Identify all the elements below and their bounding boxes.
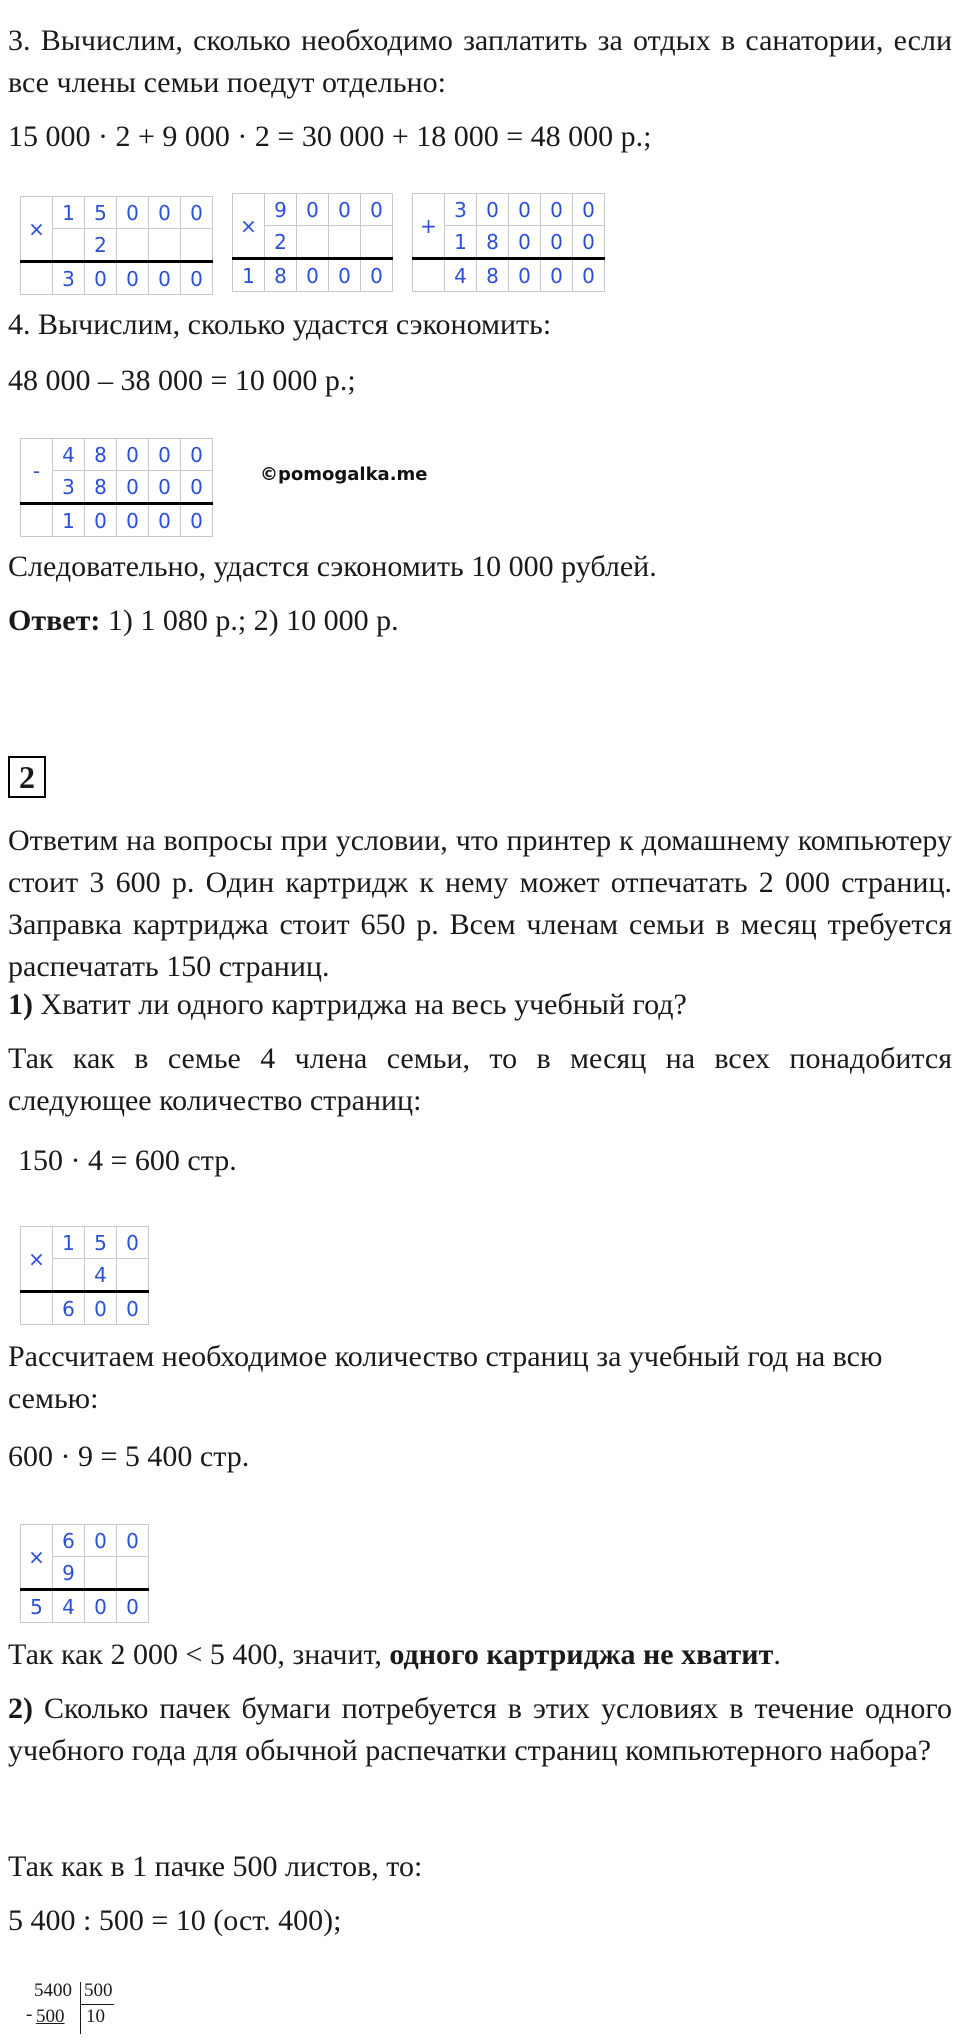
calc-digit: 0	[541, 194, 573, 226]
answer-text: 1) 1 080 р.; 2) 10 000 р.	[100, 604, 399, 637]
calc-result-row	[233, 259, 393, 292]
calc-result-row	[21, 1590, 149, 1623]
q2-reason: Так как в 1 пачке 500 листов, то:	[8, 1850, 423, 1883]
calc-digit: 0	[181, 471, 213, 504]
calc-operator: ×	[21, 197, 53, 262]
calc-digit: 0	[297, 194, 329, 226]
calc-digit: 0	[117, 1227, 149, 1259]
calc-operator: -	[21, 439, 53, 504]
q2-text: Сколько пачек бумаги потребуется в этих условиях в течение одного учебного года для обычной распечатки страниц компьютерного набора?	[8, 1692, 952, 1767]
calc-digit: 1	[445, 226, 477, 259]
calc-digit	[53, 1259, 85, 1292]
calc-digit: 9	[265, 194, 297, 226]
calc-digit	[117, 1259, 149, 1292]
calc-row	[413, 194, 605, 226]
calc-digit	[297, 226, 329, 259]
calc-digit: 4	[445, 259, 477, 292]
calc-digit	[117, 229, 149, 262]
calc-digit: 0	[509, 259, 541, 292]
calc-digit: 4	[53, 1590, 85, 1623]
ld-quotient: 10	[86, 2006, 105, 2027]
section3-text: 3. Вычислим, сколько необходимо заплатить за отдых в санатории, если все члены семьи поедут отдельно:	[8, 24, 952, 99]
task-number-box: 2	[8, 756, 46, 798]
calc-row	[21, 439, 213, 471]
calc-digit	[85, 1557, 117, 1590]
calc-digit: 4	[85, 1259, 117, 1292]
calc-digit: 0	[117, 262, 149, 295]
calc-digit: 0	[573, 194, 605, 226]
q1-year-text: Рассчитаем необходимое количество страниц за учебный год на всю семью:	[8, 1340, 883, 1415]
calc-15000x2	[20, 196, 213, 295]
ld-minus: -	[26, 2004, 33, 2025]
calc-digit: 0	[117, 1525, 149, 1557]
calc-digit: 0	[361, 194, 393, 226]
calc-digit: 0	[181, 197, 213, 229]
calc-digit: 0	[85, 1590, 117, 1623]
calc-digit	[181, 229, 213, 262]
calc-digit: 8	[85, 439, 117, 471]
calc-digit	[117, 1557, 149, 1590]
calc-600x9	[20, 1524, 149, 1623]
calc-digit: 0	[477, 194, 509, 226]
calc-operator: ×	[21, 1525, 53, 1590]
calc-operator: ×	[21, 1227, 53, 1292]
ld-dividend: 5400	[34, 1980, 72, 2001]
calc-digit: 3	[53, 262, 85, 295]
calc-digit: 0	[573, 226, 605, 259]
calc-digit	[21, 504, 53, 537]
calc-digit: 0	[297, 259, 329, 292]
ld-divisor-line	[80, 2004, 114, 2005]
calc-30000plus18000	[412, 193, 605, 292]
calc-digit: 0	[85, 1292, 117, 1325]
calc-digit: 9	[53, 1557, 85, 1590]
answer-line	[8, 600, 399, 642]
calc-digit: 4	[53, 439, 85, 471]
calc-digit: 0	[149, 262, 181, 295]
q1-expression-2: 600 · 9 = 5 400 стр.	[8, 1440, 250, 1473]
calc-digit: 2	[85, 229, 117, 262]
calc-row	[21, 197, 213, 229]
calc-digit: 1	[233, 259, 265, 292]
q1-conclusion-bold: одного картриджа не хватит	[389, 1638, 774, 1671]
calc-digit: 0	[85, 504, 117, 537]
calc-digit: 0	[329, 194, 361, 226]
calc-result-row	[413, 259, 605, 292]
ld-divisor: 500	[84, 1980, 113, 2001]
calc-row	[233, 194, 393, 226]
calc-digit: 0	[85, 1525, 117, 1557]
calc-digit	[149, 229, 181, 262]
q1-conclusion-pre: Так как 2 000 < 5 400, значит,	[8, 1638, 390, 1671]
q2-label: 2)	[8, 1692, 33, 1725]
section3-expression: 15 000 · 2 + 9 000 · 2 = 30 000 + 18 000 = 48 000 р.;	[8, 120, 652, 153]
calc-result-row	[21, 504, 213, 537]
calc-digit: 3	[53, 471, 85, 504]
calc-digit: 1	[53, 1227, 85, 1259]
calc-digit	[21, 262, 53, 295]
q1-label: 1)	[8, 988, 33, 1021]
calc-digit: 0	[181, 262, 213, 295]
answer-label: Ответ:	[8, 604, 101, 637]
q1-text: Хватит ли одного картриджа на весь учебный год?	[33, 988, 687, 1021]
calc-digit: 6	[53, 1525, 85, 1557]
calc-9000x2	[232, 193, 393, 292]
calc-digit: 0	[117, 504, 149, 537]
calc-digit: 5	[85, 1227, 117, 1259]
q1-line	[8, 984, 687, 1026]
calc-digit: 0	[85, 262, 117, 295]
calc-digit: 0	[149, 471, 181, 504]
calc-digit: 0	[509, 194, 541, 226]
q2-expression: 5 400 : 500 = 10 (ост. 400);	[8, 1904, 342, 1937]
watermark: ©pomogalka.me	[260, 464, 428, 485]
calc-digit	[53, 229, 85, 262]
ld-subtrahend: 500	[36, 2006, 65, 2027]
calc-digit: 0	[117, 1292, 149, 1325]
calc-result-row	[21, 262, 213, 295]
calc-row	[21, 1525, 149, 1557]
section4-conclusion: Следовательно, удастся сэкономить 10 000 рублей.	[8, 550, 657, 583]
calc-digit: 6	[53, 1292, 85, 1325]
q1-conclusion	[8, 1634, 781, 1676]
calc-digit: 0	[541, 226, 573, 259]
calc-digit: 3	[445, 194, 477, 226]
calc-digit: 8	[85, 471, 117, 504]
calc-operator: +	[413, 194, 445, 259]
calc-row	[21, 1227, 149, 1259]
q1-expression-1: 150 · 4 = 600 стр.	[18, 1144, 237, 1177]
calc-150x4	[20, 1226, 149, 1325]
task2-intro: Ответим на вопросы при условии, что принтер к домашнему компьютеру стоит 3 600 р. Один картридж к нему может отпечатать 2 000 страниц. Заправка картриджа стоит 650 р. Всем членам семьи в месяц требуется распечатать 150 страниц.	[8, 824, 952, 983]
section4-text: 4. Вычислим, сколько удастся сэкономить:	[8, 308, 552, 341]
calc-digit: 0	[181, 439, 213, 471]
calc-digit: 0	[329, 259, 361, 292]
calc-digit: 0	[117, 439, 149, 471]
calc-digit	[21, 1292, 53, 1325]
calc-digit: 1	[53, 197, 85, 229]
calc-digit: 1	[53, 504, 85, 537]
calc-digit	[413, 259, 445, 292]
q1-conclusion-post: .	[773, 1638, 781, 1671]
q2-paragraph	[8, 1688, 952, 1772]
calc-digit: 0	[149, 504, 181, 537]
calc-operator: ×	[233, 194, 265, 259]
calc-digit: 0	[117, 471, 149, 504]
calc-digit	[361, 226, 393, 259]
calc-digit: 8	[265, 259, 297, 292]
calc-digit: 0	[149, 197, 181, 229]
calc-digit: 0	[181, 504, 213, 537]
calc-digit: 8	[477, 226, 509, 259]
q1-reason: Так как в семье 4 члена семьи, то в месяц на всех понадобится следующее количество страниц:	[8, 1042, 952, 1117]
calc-digit: 0	[573, 259, 605, 292]
section4-expression: 48 000 – 38 000 = 10 000 р.;	[8, 364, 356, 397]
calc-digit: 5	[21, 1590, 53, 1623]
calc-result-row	[21, 1292, 149, 1325]
calc-digit: 0	[361, 259, 393, 292]
calc-digit: 0	[117, 1590, 149, 1623]
ld-vertical-bar	[80, 1982, 81, 2034]
calc-digit: 5	[85, 197, 117, 229]
calc-digit: 0	[149, 439, 181, 471]
calc-digit: 0	[541, 259, 573, 292]
calc-digit: 0	[509, 226, 541, 259]
calc-48000minus38000	[20, 438, 213, 537]
calc-digit: 0	[117, 197, 149, 229]
calc-digit	[329, 226, 361, 259]
calc-digit: 8	[477, 259, 509, 292]
calc-digit: 2	[265, 226, 297, 259]
